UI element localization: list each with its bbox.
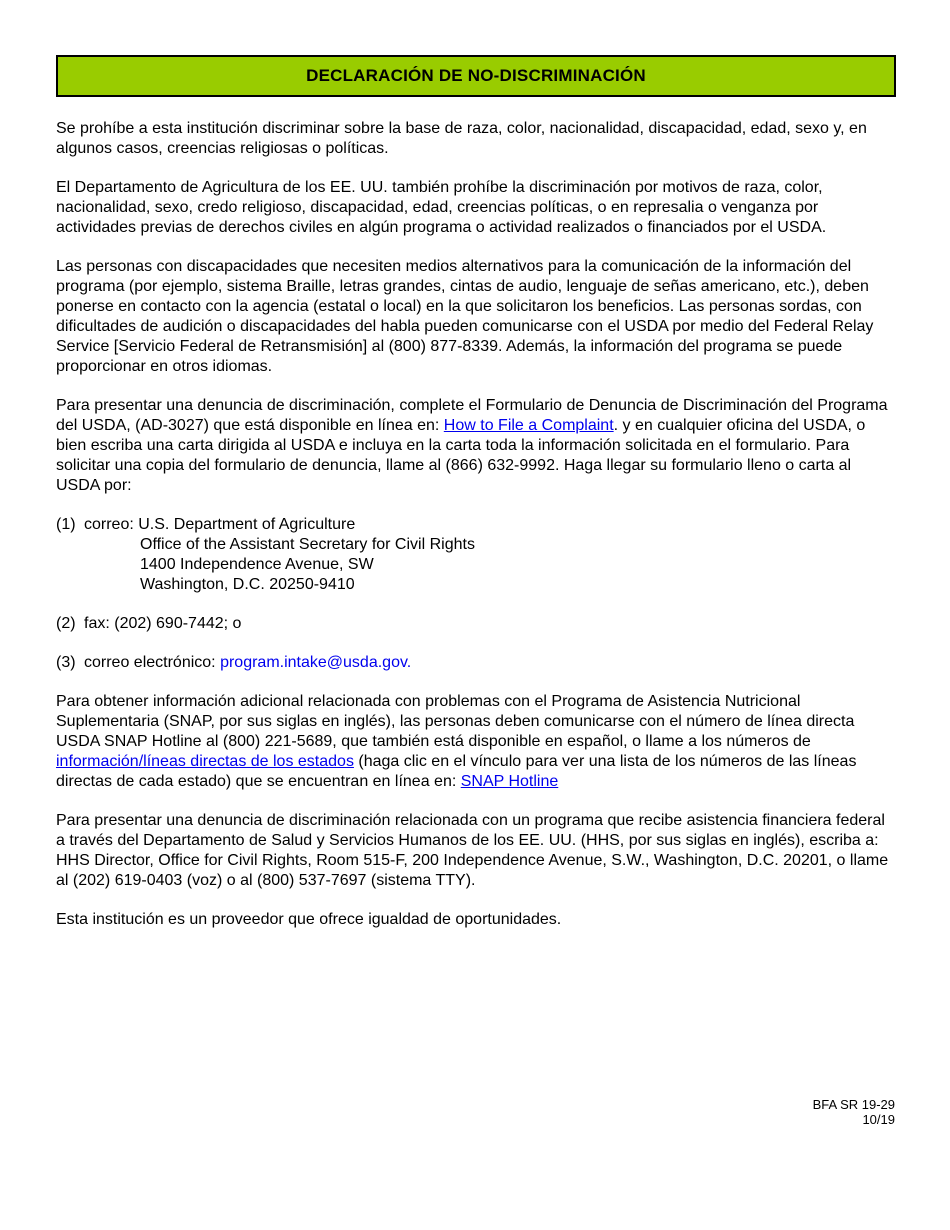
snap-hotline-link[interactable]: SNAP Hotline	[460, 773, 559, 790]
list-item-fax	[56, 614, 896, 634]
paragraph-hhs: Para presentar una denuncia de discriminación relacionada con un programa que recibe asistencia financiera federal a través del Departamento de Salud y Servicios Humanos de los EE. UU. (HHS, por sus siglas en inglés), escriba a: HHS Director, Office for Civil Rights, Room 515-F, 200 Independence Avenue, S.W., Washington, D.C. 20201, o llame al (202) 619-0403 (voz) o al (800) 537-7697 (sistema TTY).	[56, 812, 889, 889]
list-number: (2)	[56, 615, 76, 632]
complaint-text-after: . y en cualquier oficina del USDA, o bien escriba una carta dirigida al USDA e incluya en la carta toda la información solicitada en el formulario. Para solicitar una copia del formulario de denuncia, llame al (866) 632-9992. Haga llegar su formulario lleno o carta al USDA por:	[56, 417, 866, 494]
snap-text-2: (haga clic en el vínculo para ver una lista de los números de las líneas directas de cada estado) que se encuentran en línea en:	[56, 753, 857, 790]
address-line-street: 1400 Independence Avenue, SW	[140, 556, 374, 573]
list-content	[84, 653, 411, 673]
complaint-text-before: Para presentar una denuncia de discriminación, complete el Formulario de Denuncia de Discriminación del Programa del USDA, (AD-3027) que está disponible en línea en:	[56, 397, 888, 434]
form-code: BFA SR 19-29	[812, 1097, 895, 1112]
fax-text: fax: (202) 690-7442; o	[84, 615, 242, 632]
list-number: (3)	[56, 654, 76, 671]
snap-text-1: Para obtener información adicional relacionada con problemas con el Programa de Asistencia Nutricional Suplementaria (SNAP, por sus siglas en inglés), las personas deben comunicarse con el número de línea directa USDA SNAP Hotline al (800) 221-5689, que también está disponible en español, o llame a los números de	[56, 693, 855, 750]
address-line-city: Washington, D.C. 20250-9410	[140, 576, 355, 593]
paragraph-prohibition: Se prohíbe a esta institución discriminar sobre la base de raza, color, nacionalidad, discapacidad, edad, sexo y, en algunos casos, creencias religiosas o políticas.	[56, 120, 867, 157]
form-date: 10/19	[862, 1112, 895, 1127]
footer-code	[813, 1097, 895, 1127]
title-banner	[56, 55, 896, 97]
paragraph-disabilities: Las personas con discapacidades que necesiten medios alternativos para la comunicación de la información del programa (por ejemplo, sistema Braille, letras grandes, cintas de audio, lenguaje de señas americano, etc.), deben ponerse en contacto con la agencia (estatal o local) en la que solicitaron los beneficios. Las personas sordas, con dificultades de audición o discapacidades del habla pueden comunicarse con el USDA por medio del Federal Relay Service [Servicio Federal de Retransmisión] al (800) 877-8339. Además, la información del programa se puede proporcionar en otros idiomas.	[56, 258, 874, 375]
paragraph-snap	[56, 692, 892, 792]
paragraph-equal-opportunity: Esta institución es un proveedor que ofrece igualdad de oportunidades.	[56, 911, 562, 928]
mail-label: correo: U.S. Department of Agriculture	[84, 516, 356, 533]
state-hotlines-link[interactable]: información/líneas directas de los estados	[56, 753, 354, 770]
how-to-file-complaint-link[interactable]: How to File a Complaint	[443, 417, 614, 434]
address-line-office: Office of the Assistant Secretary for Civil Rights	[140, 536, 475, 553]
paragraph-complaint	[56, 396, 892, 496]
list-number: (1)	[56, 516, 76, 533]
document-page	[56, 55, 896, 949]
paragraph-usda-prohibition: El Departamento de Agricultura de los EE. UU. también prohíbe la discriminación por motivos de raza, color, nacionalidad, sexo, credo religioso, discapacidad, edad, creencias políticas, o en represalia o venganza por actividades previas de derechos civiles en algún programa o actividad realizados o financiados por el USDA.	[56, 179, 827, 236]
list-content	[84, 515, 475, 595]
list-item-mail	[56, 515, 896, 595]
list-item-email	[56, 653, 896, 673]
email-label: correo electrónico:	[84, 654, 221, 671]
page-title: DECLARACIÓN DE NO-DISCRIMINACIÓN	[306, 66, 646, 85]
email-address[interactable]: program.intake@usda.gov.	[220, 654, 412, 671]
